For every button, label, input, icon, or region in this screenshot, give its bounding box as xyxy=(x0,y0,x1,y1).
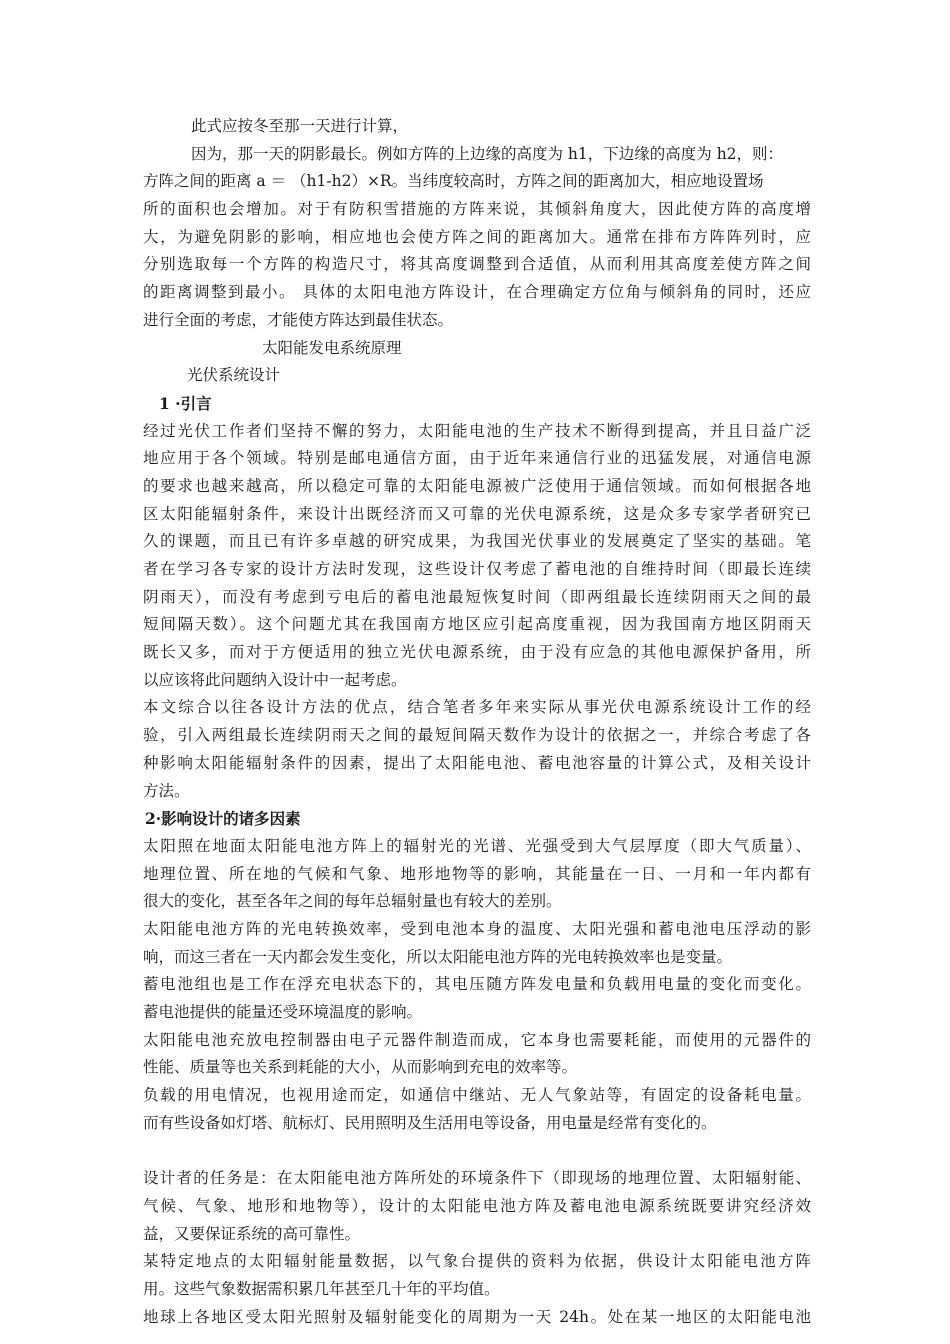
paragraph-line: 大，为避免阴影的影响，相应地也会使方阵之间的距离加大。通常在排布方阵阵列时，应 xyxy=(143,227,811,246)
paragraph-line: 地应用于各个领域。特别是邮电通信方面，由于近年来通信行业的迅猛发展，对通信电源 xyxy=(143,449,811,468)
paragraph-line: 很大的变化，甚至各年之间的每年总辐射量也有较大的差别。 xyxy=(143,892,562,911)
paragraph-line: 进行全面的考虑，才能使方阵达到最佳状态。 xyxy=(143,310,454,329)
paragraph-line: 方法。 xyxy=(143,781,190,800)
blank-line xyxy=(143,1137,811,1165)
paragraph-line: 因为，那一天的阴影最长。例如方阵的上边缘的高度为 h1，下边缘的高度为 h2，则： xyxy=(191,144,784,163)
paragraph-line: 用。这些气象数据需积累几年甚至几十年的平均值。 xyxy=(143,1279,500,1298)
paragraph-line: 久的课题，而且已有许多卓越的研究成果，为我国光伏事业的发展奠定了坚实的基础。笔 xyxy=(143,532,811,551)
document-page xyxy=(143,113,811,1331)
section-heading: 2·影响设计的诸多因素 xyxy=(145,809,301,829)
paragraph-line: 此式应按冬至那一天进行计算， xyxy=(191,117,409,135)
paragraph-line: 方阵之间的距离 a ＝ （h1-h2）×R。当纬度较高时，方阵之间的距离加大，相应地设置场 xyxy=(143,172,764,191)
paragraph-line: 气候、气象、地形和地物等），设计的太阳能电池方阵及蓄电池电源系统既要讲究经济效 xyxy=(143,1196,811,1215)
paragraph-line: 的要求也越来越高，所以稳定可靠的太阳能电源被广泛使用于通信领域。而如何根据各地 xyxy=(143,476,811,495)
section-heading: 太阳能发电系统原理 xyxy=(262,338,402,357)
paragraph-line: 响，而这三者在一天内都会发生变化，所以太阳能电池方阵的光电转换效率也是变量。 xyxy=(143,947,733,966)
paragraph-line: 短间隔天数）。这个问题尤其在我国南方地区应引起高度重视，因为我国南方地区阴雨天 xyxy=(143,615,811,634)
paragraph-line: 蓄电池提供的能量还受环境温度的影响。 xyxy=(143,1003,423,1021)
paragraph-line: 性能、质量等也关系到耗能的大小，从而影响到充电的效率等。 xyxy=(143,1058,578,1077)
paragraph-line: 所的面积也会增加。对于有防积雪措施的方阵来说，其倾斜角度大，因此使方阵的高度增 xyxy=(143,200,811,219)
paragraph-line: 既长又多，而对于方便适用的独立光伏电源系统，由于没有应急的其他电源保护备用，所 xyxy=(143,643,811,662)
paragraph-line: 地球上各地区受太阳光照射及辐射能变化的周期为一天 24h。处在某一地区的太阳能电池 xyxy=(143,1307,811,1326)
paragraph-line: 太阳照在地面太阳能电池方阵上的辐射光的光谱、光强受到大气层厚度（即大气质量）、 xyxy=(143,836,811,855)
paragraph-line: 阴雨天），而没有考虑到亏电后的蓄电池最短恢复时间（即两组最长连续阴雨天之间的最 xyxy=(143,587,811,606)
paragraph-line: 本文综合以往各设计方法的优点，结合笔者多年来实际从事光伏电源系统设计工作的经 xyxy=(143,698,811,717)
paragraph-line: 以应该将此问题纳入设计中一起考虑。 xyxy=(143,670,407,689)
section-heading: 1 ·引言 xyxy=(159,393,212,413)
paragraph-line: 验，引入两组最长连续阴雨天之间的最短间隔天数作为设计的依据之一，并综合考虑了各 xyxy=(143,726,811,745)
paragraph-line: 设计者的任务是：在太阳能电池方阵所处的环境条件下（即现场的地理位置、太阳辐射能、 xyxy=(143,1169,811,1188)
paragraph-line: 地理位置、所在地的气候和气象、地形地物等的影响，其能量在一日、一月和一年内都有 xyxy=(143,864,811,883)
paragraph-line: 蓄电池组也是工作在浮充电状态下的，其电压随方阵发电量和负载用电量的变化而变化。 xyxy=(143,975,811,994)
paragraph-line: 而有些设备如灯塔、航标灯、民用照明及生活用电等设备，用电量是经常有变化的。 xyxy=(143,1113,717,1132)
paragraph-line: 者在学习各专家的设计方法时发现，这些设计仅考虑了蓄电池的自维持时间（即最长连续 xyxy=(143,560,811,578)
paragraph-line: 分别选取每一个方阵的构造尺寸，将其高度调整到合适值，从而利用其高度差使方阵之间 xyxy=(143,255,811,274)
section-heading: 光伏系统设计 xyxy=(187,366,281,385)
paragraph-line: 太阳能电池方阵的光电转换效率，受到电池本身的温度、太阳光强和蓄电池电压浮动的影 xyxy=(143,919,811,938)
paragraph-line: 太阳能电池充放电控制器由电子元器件制造而成，它本身也需要耗能，而使用的元器件的 xyxy=(143,1030,811,1049)
paragraph-line: 的距离调整到最小。 具体的太阳电池方阵设计，在合理确定方位角与倾斜角的同时，还应 xyxy=(143,283,811,302)
paragraph-line: 某特定地点的太阳辐射能量数据，以气象台提供的资料为依据，供设计太阳能电池方阵 xyxy=(143,1252,811,1271)
paragraph-line: 负载的用电情况，也视用途而定，如通信中继站、无人气象站等，有固定的设备耗电量。 xyxy=(143,1086,811,1105)
paragraph-line: 益，又要保证系统的高可靠性。 xyxy=(143,1224,361,1243)
paragraph-line: 种影响太阳能辐射条件的因素，提出了太阳能电池、蓄电池容量的计算公式，及相关设计 xyxy=(143,753,811,772)
paragraph-line: 经过光伏工作者们坚持不懈的努力，太阳能电池的生产技术不断得到提高，并且日益广泛 xyxy=(143,421,811,440)
paragraph-line: 区太阳能辐射条件，来设计出既经济而又可靠的光伏电源系统，这是众多专家学者研究已 xyxy=(143,504,811,523)
